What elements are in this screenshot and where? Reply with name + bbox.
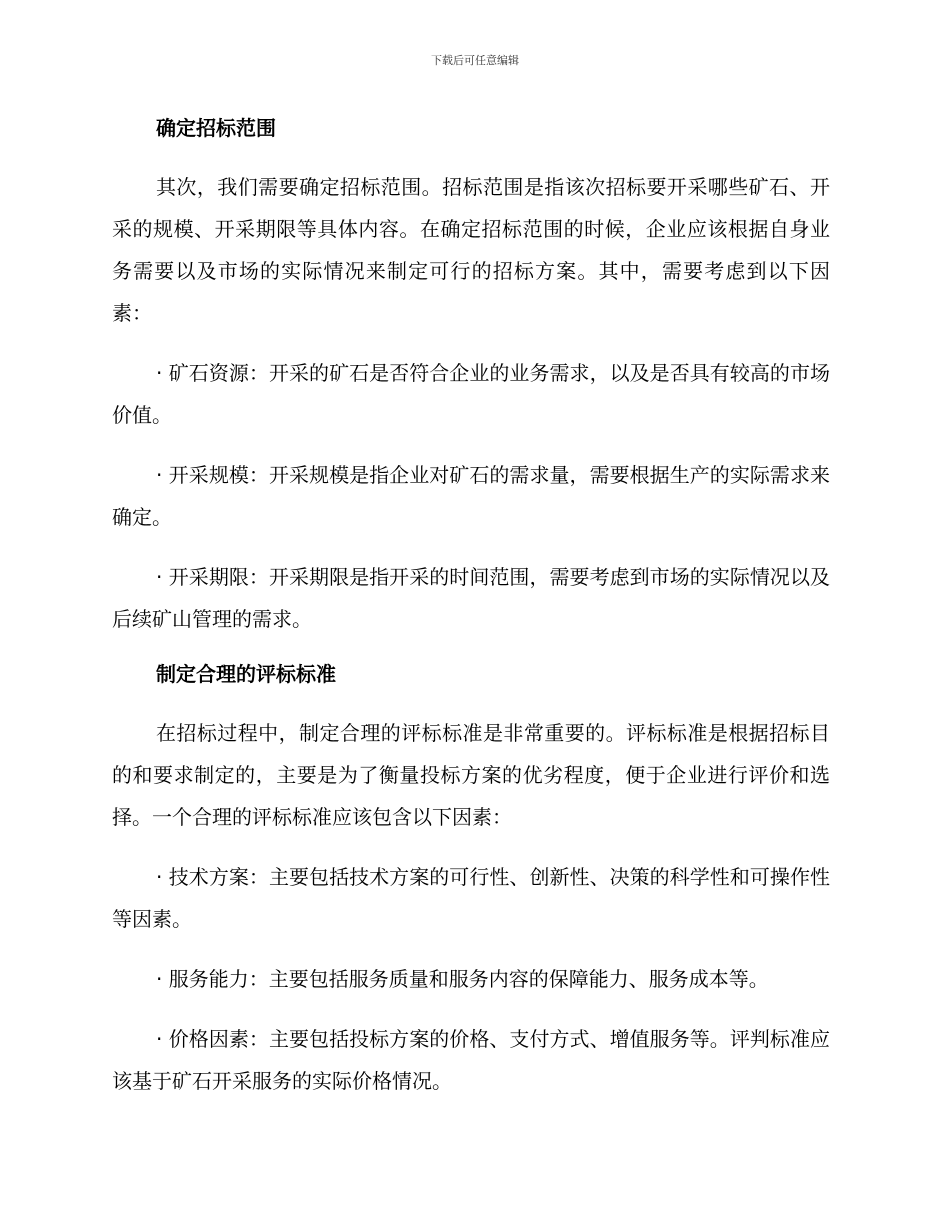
section-heading: 确定招标范围 — [156, 116, 276, 140]
bullet-paragraph: · 矿石资源：开采的矿石是否符合企业的业务需求，以及是否具有较高的市场价值。 — [112, 361, 830, 427]
paragraph: 在招标过程中，制定合理的评标标准是非常重要的。评标标准是根据招标目的和要求制定的，主要是为了衡量投标方案的优劣程度，便于企业进行评价和选择。一个合理的评标标准应该包含以下因素： — [112, 721, 830, 829]
bullet-paragraph: · 开采期限：开采期限是指开采的时间范围，需要考虑到市场的实际情况以及后续矿山管理的需求。 — [112, 565, 830, 631]
bullet-paragraph: · 开采规模：开采规模是指企业对矿石的需求量，需要根据生产的实际需求来确定。 — [112, 463, 830, 529]
bullet-paragraph: · 价格因素：主要包括投标方案的价格、支付方式、增值服务等。评判标准应该基于矿石开采服务的实际价格情况。 — [112, 1027, 830, 1093]
bullet-paragraph: · 服务能力：主要包括服务质量和服务内容的保障能力、服务成本等。 — [156, 967, 769, 991]
section-heading: 制定合理的评标标准 — [156, 662, 336, 686]
document-body — [112, 112, 830, 1120]
paragraph: 其次，我们需要确定招标范围。招标范围是指该次招标要开采哪些矿石、开采的规模、开采期限等具体内容。在确定招标范围的时候，企业应该根据自身业务需要以及市场的实际情况来制定可行的招标方案。其中，需要考虑到以下因素： — [112, 175, 830, 325]
page-header: 下载后可任意编辑 — [431, 54, 519, 67]
bullet-paragraph: · 技术方案：主要包括技术方案的可行性、创新性、决策的科学性和可操作性等因素。 — [112, 865, 830, 931]
